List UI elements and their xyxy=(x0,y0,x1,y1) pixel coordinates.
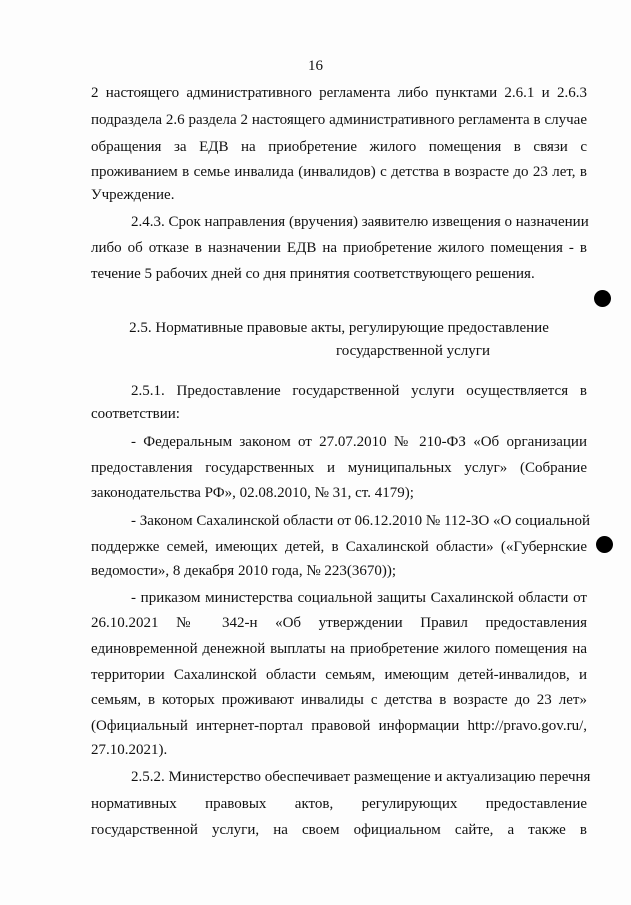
text-line: законодательства РФ», 02.08.2010, № 31, ст. 4179); xyxy=(91,485,414,501)
text-line: - Законом Сахалинской области от 06.12.2010 № 112-ЗО «О социальной xyxy=(131,513,590,529)
text-line: (Официальный интернет-портал правовой информации http://pravo.gov.ru/, xyxy=(91,718,587,734)
text-line: 2.5.1. Предоставление государственной услуги осуществляется в xyxy=(131,383,587,399)
page-number: 16 xyxy=(308,58,323,74)
text-line: единовременной денежной выплаты на приобретение жилого помещения на xyxy=(91,641,587,657)
text-line: 26.10.2021 № 342-н «Об утверждении Правил предоставления xyxy=(91,615,587,631)
text-line: 2.5.2. Министерство обеспечивает размещение и актуализацию перечня xyxy=(131,769,591,785)
text-line: поддержке семей, имеющих детей, в Сахалинской области» («Губернские xyxy=(91,539,587,555)
text-line: Учреждение. xyxy=(91,187,175,203)
text-line: семьям, в которых проживают инвалиды с детства в возрасте до 23 лет» xyxy=(91,692,587,708)
binder-hole-mark xyxy=(594,290,611,307)
text-line: 2.4.3. Срок направления (вручения) заявителю извещения о назначении xyxy=(131,214,589,230)
text-line: либо об отказе в назначении ЕДВ на приобретение жилого помещения - в xyxy=(91,240,587,256)
text-line: проживанием в семье инвалида (инвалидов) с детства в возрасте до 23 лет, в xyxy=(91,164,587,180)
text-line: нормативных правовых актов, регулирующих предоставление xyxy=(91,796,587,812)
text-line: предоставления государственных и муниципальных услуг» (Собрание xyxy=(91,460,587,476)
text-line: подраздела 2.6 раздела 2 настоящего административного регламента в случае xyxy=(91,112,587,128)
section-heading: 2.5. Нормативные правовые акты, регулирующие предоставление xyxy=(129,320,549,336)
section-heading: государственной услуги xyxy=(336,343,490,359)
text-line: - приказом министерства социальной защиты Сахалинской области от xyxy=(131,590,587,606)
text-line: соответствии: xyxy=(91,406,180,422)
text-line: 27.10.2021). xyxy=(91,742,168,758)
binder-hole-mark xyxy=(596,536,613,553)
text-line: - Федеральным законом от 27.07.2010 № 210-ФЗ «Об организации xyxy=(131,434,587,450)
text-line: ведомости», 8 декабря 2010 года, № 223(3670)); xyxy=(91,563,397,579)
text-line: государственной услуги, на своем официальном сайте, а также в xyxy=(91,822,587,838)
text-line: обращения за ЕДВ на приобретение жилого помещения в связи с xyxy=(91,139,587,155)
text-line: территории Сахалинской области семьям, имеющим детей-инвалидов, и xyxy=(91,667,587,683)
text-line: 2 настоящего административного регламента либо пунктами 2.6.1 и 2.6.3 xyxy=(91,85,587,101)
text-line: течение 5 рабочих дней со дня принятия соответствующего решения. xyxy=(91,266,535,282)
